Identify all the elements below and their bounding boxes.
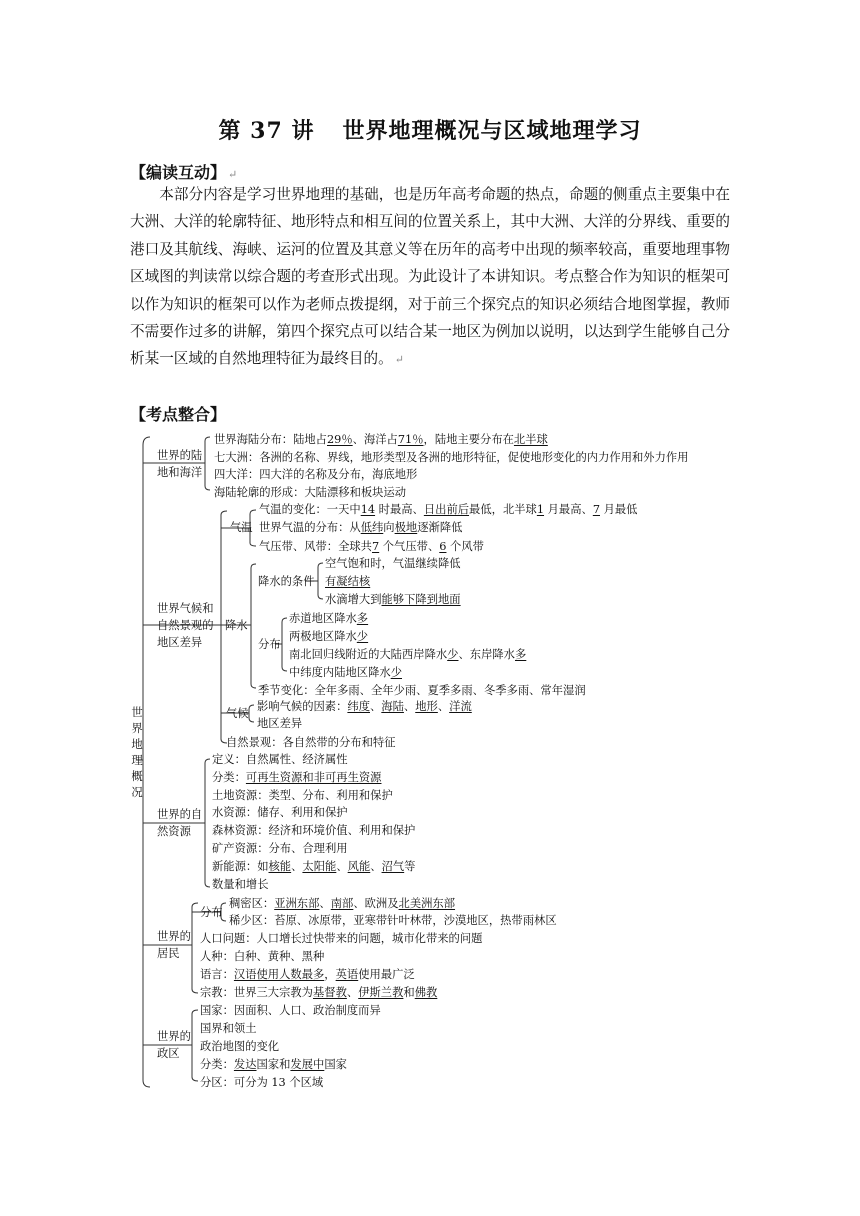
return-mark-icon: ↵ [228, 168, 238, 181]
rain-brace [251, 564, 256, 688]
residents-line-2: 人种：白种、黄种、黑种 [200, 950, 325, 963]
root-brace [143, 437, 150, 1087]
rain-label: 降水 [225, 619, 248, 632]
resources-label: 世界的自然资源 [157, 808, 203, 838]
temp-line-3: 气压带、风带：全球共7 个气压带、6 个风带 [259, 540, 484, 553]
points-heading: 【考点整合】 [130, 405, 227, 424]
climate-line-1: 影响气候的因素：纬度、海陆、地形、洋流 [257, 700, 472, 713]
return-mark-icon: ↵ [394, 353, 404, 367]
politics-line-3: 政治地图的变化 [200, 1040, 280, 1053]
land-sea-line-3: 四大洋：四大洋的名称及分布，海底地形 [214, 468, 418, 481]
rain-dist-line-4: 中纬度内陆地区降水少 [289, 666, 402, 679]
rain-dist-line-2: 两极地区降水少 [289, 630, 369, 643]
residents-line-3: 语言：汉语使用人数最多，英语使用最广泛 [200, 968, 415, 981]
politics-label: 世界的政区 [157, 1030, 191, 1060]
climate-sub-brace [249, 705, 254, 722]
land-sea-line-1: 世界海陆分布：陆地占29％、海洋占71％，陆地主要分布在北半球 [214, 433, 548, 446]
temp-label: 气温 [230, 521, 253, 534]
politics-line-2: 国界和领土 [200, 1022, 257, 1035]
temp-line-1: 气温的变化：一天中14 时最高、日出前后最低，北半球1 月最高、7 月最低 [259, 503, 638, 516]
dist-brace [282, 618, 287, 671]
temp-line-2: 世界气温的分布：从低纬向极地逐渐降低 [259, 521, 463, 534]
lecture-title: 世界地理概况与区域地理学习 [342, 118, 642, 144]
landscape-line: 自然景观：各自然带的分布和特征 [226, 736, 396, 749]
cond-brace [318, 563, 323, 599]
land-sea-line-2: 七大洲：各洲的名称、界线，地形类型及各洲的地形特征，促使地形变化的内力作用和外力作用 [214, 451, 689, 464]
residents-label: 世界的居民 [157, 930, 191, 960]
resources-line-2: 分类：可再生资源和非可再生资源 [212, 771, 382, 784]
resources-line-6: 矿产资源：分布、合理利用 [212, 842, 348, 855]
residents-line-4: 宗教：世界三大宗教为基督教、伊斯兰教和佛教 [200, 986, 438, 999]
rain-dist-line-1: 赤道地区降水多 [289, 612, 369, 625]
intro-paragraph: 本部分内容是学习世界地理的基础，也是历年高考命题的热点，命题的侧重点主要集中在大洲、大洋的轮廓特征、地形特点和相互间的位置关系上，其中大洲、大洋的分界线、重要的港口及其航线、海峡、运河的位置及其意义等在历年的高考中出现的频率较高，重要地理事物区域图的判读常以综合题的考查形式出现。为此设计了本讲知识。考点整合作为知识的框架可以作为知识的框架可以作为老师点拨提纲，对于前三个探究点的知识必须结合地图掌握，教师不需要作过多的讲解，第四个探究点可以结合某一地区为例加以说明，以达到学生能够自己分析某一区域的自然地理特征为最终目的。 ↵ [130, 186, 730, 368]
climate-sub-label: 气候 [226, 707, 249, 720]
res-dist-label: 分布 [200, 906, 223, 919]
politics-line-1: 国家：因面积、人口、政治制度而异 [200, 1004, 381, 1017]
rain-dist-line-3: 南北回归线附近的大陆西岸降水少、东岸降水多 [289, 648, 527, 661]
rain-season-line: 季节变化：全年多雨、全年少雨、夏季多雨、冬季多雨、常年湿润 [258, 684, 586, 697]
resources-line-3: 土地资源：类型、分布、利用和保护 [212, 789, 393, 802]
intro-heading: 【编读互动】 ↵ [130, 163, 238, 182]
climate-line-2: 地区差异 [257, 717, 303, 730]
politics-line-4: 分类：发达国家和发展中国家 [200, 1058, 347, 1071]
rain-cond-line-2: 有凝结核 [325, 575, 371, 588]
land-sea-line-4: 海陆轮廓的形成：大陆漂移和板块运动 [214, 486, 407, 499]
root-label: 世界地理概况 [131, 706, 143, 799]
climate-label: 世界气候和自然景观的地区差异 [157, 602, 214, 649]
res-dist-line-1: 稠密区：亚洲东部、南部、欧洲及北美洲东部 [229, 897, 456, 910]
resources-line-5: 森林资源：经济和环境价值、利用和保护 [212, 824, 416, 837]
residents-line-1: 人口问题：人口增长过快带来的问题，城市化带来的问题 [200, 932, 483, 945]
resources-line-4: 水资源：储存、利用和保护 [212, 806, 348, 819]
rain-cond-label: 降水的条件 [258, 575, 315, 588]
land-sea-label: 世界的陆地和海洋 [157, 449, 203, 479]
resources-line-8: 数量和增长 [212, 878, 269, 891]
lecture-number: 第 37 讲 [218, 118, 315, 144]
resources-line-1: 定义：自然属性、经济属性 [212, 753, 348, 766]
rain-dist-label: 分布 [258, 638, 281, 651]
res-dist-line-2: 稀少区：苔原、冰原带，亚寒带针叶林带，沙漠地区，热带雨林区 [229, 914, 557, 927]
rain-cond-line-3: 水滴增大到能够下降到地面 [325, 593, 461, 606]
resources-line-7: 新能源：如核能、太阳能、风能、沼气等 [212, 860, 416, 873]
politics-line-5: 分区：可分为 13 个区域 [200, 1076, 324, 1089]
rain-cond-line-1: 空气饱和时，气温继续降低 [325, 557, 461, 570]
